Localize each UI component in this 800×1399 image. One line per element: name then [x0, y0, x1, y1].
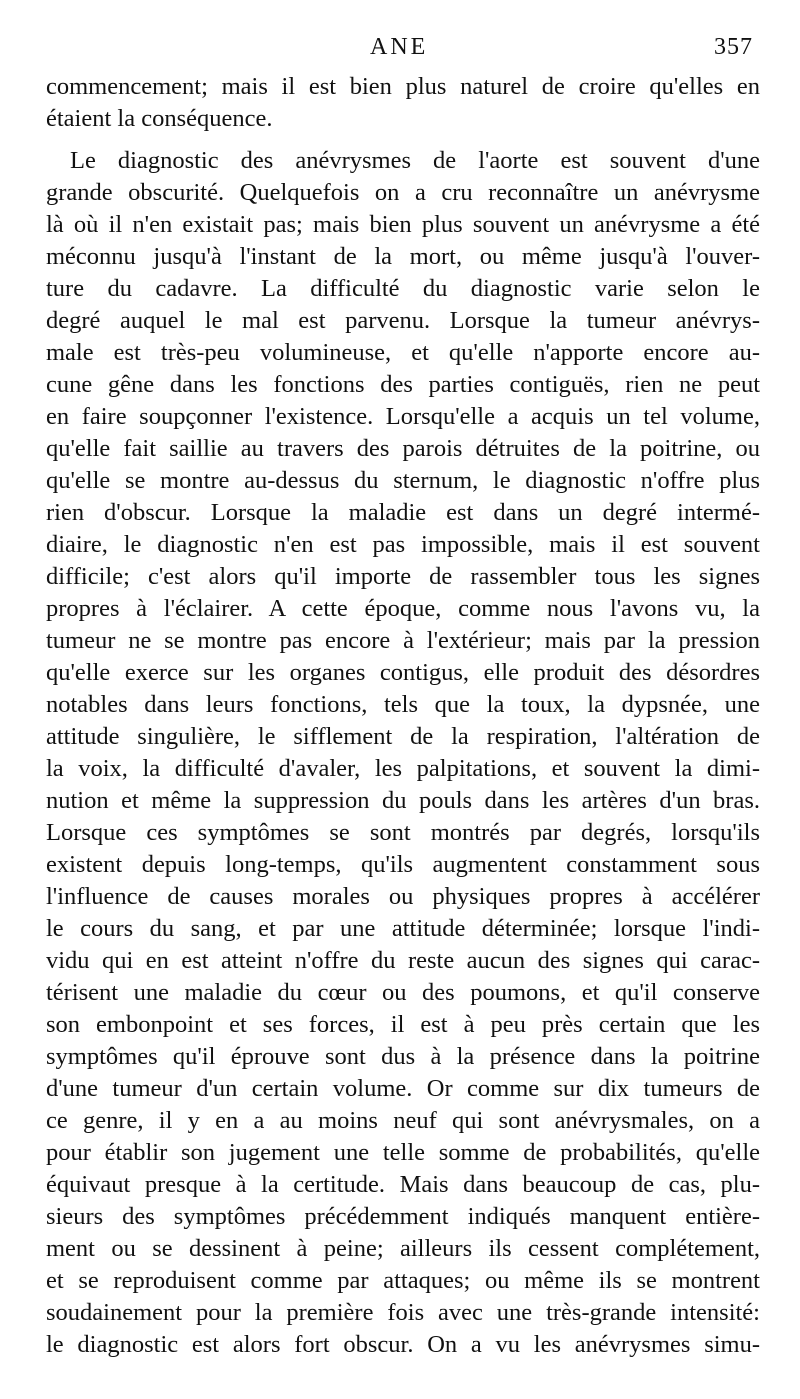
text-line: térisent une maladie du cœur ou des poumons, et qu'il conserve: [46, 979, 760, 1006]
text-line: l'influence de causes morales ou physiques propres à accélérer: [46, 883, 760, 910]
text-line: symptômes qu'il éprouve sont dus à la présence dans la poitrine: [46, 1043, 760, 1070]
text-line: commencement; mais il est bien plus naturel de croire qu'elles en: [46, 73, 760, 100]
text-line: sieurs des symptômes précédemment indiqués manquent entière-: [46, 1203, 760, 1230]
page-number: 357: [714, 34, 753, 60]
text-line: tumeur ne se montre pas encore à l'extérieur; mais par la pression: [46, 627, 760, 654]
text-line: male est très-peu volumineuse, et qu'elle n'apporte encore au-: [46, 339, 760, 366]
header-title: ANE: [370, 34, 429, 60]
text-line: le diagnostic est alors fort obscur. On a vu les anévrysmes simu-: [46, 1331, 760, 1358]
text-line: et se reproduisent comme par attaques; ou même ils se montrent: [46, 1267, 760, 1294]
text-line: qu'elle exerce sur les organes contigus, elle produit des désordres: [46, 659, 760, 686]
text-line: là où il n'en existait pas; mais bien plus souvent un anévrysme a été: [46, 211, 760, 238]
text-line: ment ou se dessinent à peine; ailleurs ils cessent complétement,: [46, 1235, 760, 1262]
text-line: la voix, la difficulté d'avaler, les palpitations, et souvent la dimi-: [46, 755, 760, 782]
text-line: le cours du sang, et par une attitude déterminée; lorsque l'indi-: [46, 915, 760, 942]
text-line: grande obscurité. Quelquefois on a cru reconnaître un anévrysme: [46, 179, 760, 206]
text-line: ture du cadavre. La difficulté du diagnostic varie selon le: [46, 275, 760, 302]
text-line: d'une tumeur d'un certain volume. Or comme sur dix tumeurs de: [46, 1075, 760, 1102]
running-header: [0, 30, 800, 66]
text-line: cune gêne dans les fonctions des parties contiguës, rien ne peut: [46, 371, 760, 398]
text-line: notables dans leurs fonctions, tels que la toux, la dypsnée, une: [46, 691, 760, 718]
text-line: difficile; c'est alors qu'il importe de rassembler tous les signes: [46, 563, 760, 590]
text-line: diaire, le diagnostic n'en est pas impossible, mais il est souvent: [46, 531, 760, 558]
text-line: existent depuis long-temps, qu'ils augmentent constamment sous: [46, 851, 760, 878]
text-line: en faire soupçonner l'existence. Lorsqu'elle a acquis un tel volume,: [46, 403, 760, 430]
text-line: Lorsque ces symptômes se sont montrés par degrés, lorsqu'ils: [46, 819, 760, 846]
text-line: ce genre, il y en a au moins neuf qui sont anévrysmales, on a: [46, 1107, 760, 1134]
text-line: attitude singulière, le sifflement de la respiration, l'altération de: [46, 723, 760, 750]
text-line: méconnu jusqu'à l'instant de la mort, ou même jusqu'à l'ouver-: [46, 243, 760, 270]
text-line: équivaut presque à la certitude. Mais dans beaucoup de cas, plu-: [46, 1171, 760, 1198]
text-line: pour établir son jugement une telle somme de probabilités, qu'elle: [46, 1139, 760, 1166]
text-line: étaient la conséquence.: [46, 105, 273, 132]
text-line: qu'elle fait saillie au travers des parois détruites de la poitrine, ou: [46, 435, 760, 462]
text-line: nution et même la suppression du pouls dans les artères d'un bras.: [46, 787, 760, 814]
text-line: vidu qui en est atteint n'offre du reste aucun des signes qui carac-: [46, 947, 760, 974]
text-line: qu'elle se montre au-dessus du sternum, le diagnostic n'offre plus: [46, 467, 760, 494]
text-line: propres à l'éclairer. A cette époque, comme nous l'avons vu, la: [46, 595, 760, 622]
paragraph-start-line: Le diagnostic des anévrysmes de l'aorte est souvent d'une: [70, 147, 760, 174]
text-line: rien d'obscur. Lorsque la maladie est dans un degré intermé-: [46, 499, 760, 526]
text-line: degré auquel le mal est parvenu. Lorsque la tumeur anévrys-: [46, 307, 760, 334]
text-line: son embonpoint et ses forces, il est à peu près certain que les: [46, 1011, 760, 1038]
text-line: soudainement pour la première fois avec une très-grande intensité:: [46, 1299, 760, 1326]
